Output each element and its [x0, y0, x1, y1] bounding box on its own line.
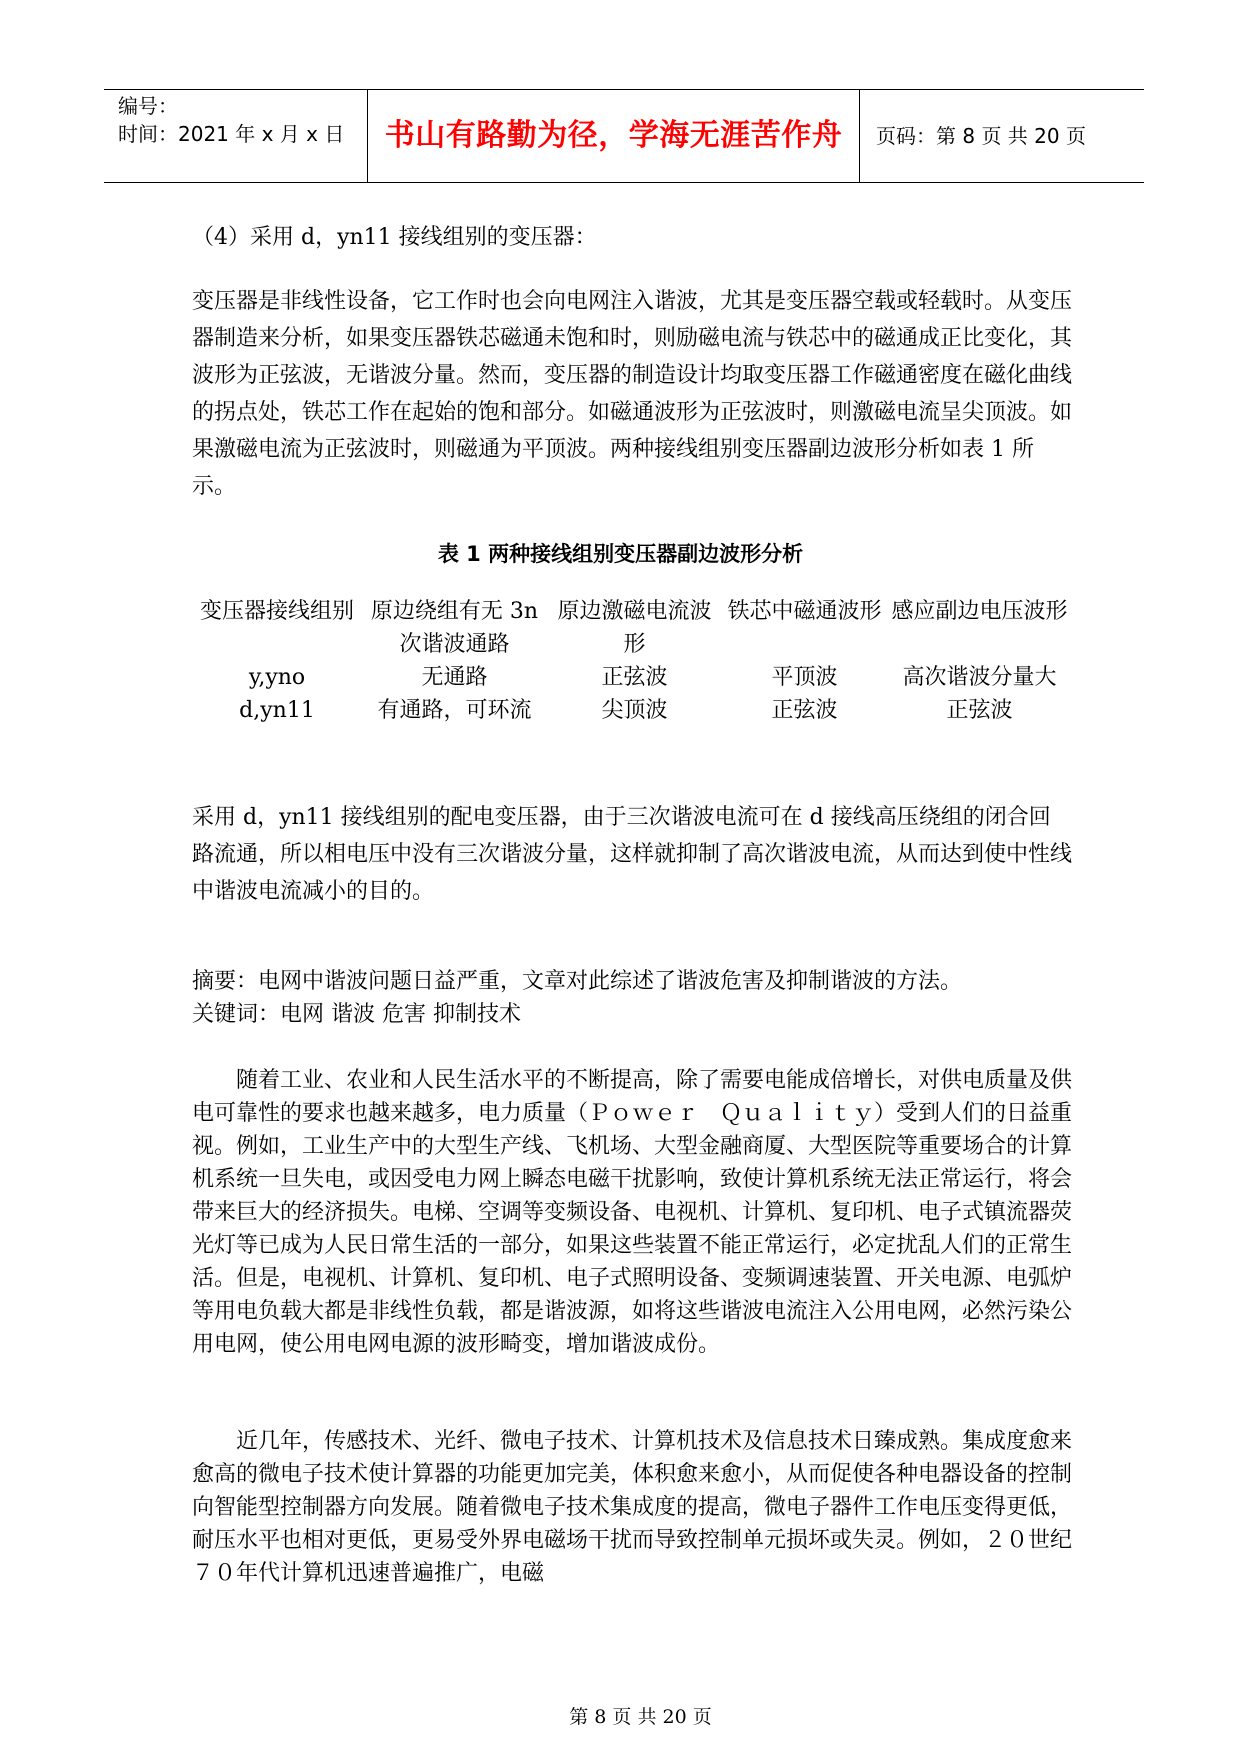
header-info	[104, 90, 368, 182]
table-cell: d,yn11	[239, 698, 315, 723]
abstract: 摘要：电网中谐波问题日益严重，文章对此综述了谐波危害及抑制谐波的方法。	[192, 969, 963, 994]
paragraph-microelectronics: 近几年，传感技术、光纤、微电子技术、计算机技术及信息技术日臻成熟。集成度愈来愈高的微电子技术使计算器的功能更加完美，体积愈来愈小，从而促使各种电器设备的控制向智能型控制器方向发展。随着微电子技术集成度的提高，微电子器件工作电压变得更低，耐压水平也相对更低，更易受外界电磁场干扰而导致控制单元损坏或失灵。例如，２０世纪７０年代计算机迅速普遍推广，电磁	[192, 1429, 1073, 1586]
table-cell: 高次谐波分量大	[902, 665, 1057, 690]
waveform-table	[192, 595, 1072, 727]
page-footer: 第 8 页 共 20 页	[569, 1706, 712, 1728]
table-cell: 无通路	[421, 665, 488, 690]
table-cell: 正弦波	[601, 665, 668, 690]
table-header-cell: 铁芯中磁通波形	[727, 599, 882, 624]
paragraph-dyn11: 采用 d，yn11 接线组别的配电变压器，由于三次谐波电流可在 d 接线高压绕组的闭合回路流通，所以相电压中没有三次谐波分量，这样就抑制了高次谐波电流，从而达到使中性线中谐波电流减小的目的。	[192, 805, 1073, 904]
table-cell: 有通路，可环流	[377, 698, 532, 723]
table-cell: y,yno	[248, 665, 306, 690]
table-header-cell: 原边激磁电流波形	[557, 599, 712, 657]
table-row	[192, 694, 1072, 727]
time-label: 时间：2021 年 x 月 x 日	[118, 122, 345, 146]
paragraph-power-quality: 随着工业、农业和人民生活水平的不断提高，除了需要电能成倍增长，对供电质量及供电可靠性的要求也越来越多，电力质量（Ｐｏｗｅｒ Ｑｕａｌｉｔｙ）受到人们的日益重视。例如，工业生产中的大型生产线、飞机场、大型金融商厦、大型医院等重要场合的计算机系统一旦失电，或因受电力网上瞬态电磁干扰影响，致使计算机系统无法正常运行，将会带来巨大的经济损失。电梯、空调等变频设备、电视机、计算机、复印机、电子式镇流器荧光灯等已成为人民日常生活的一部分，如果这些装置不能正常运行，必定扰乱人们的正常生活。但是，电视机、计算机、复印机、电子式照明设备、变频调速装置、开关电源、电弧炉等用电负载大都是非线性负载，都是谐波源，如将这些谐波电流注入公用电网，必然污染公用电网，使公用电网电源的波形畸变，增加谐波成份。	[192, 1068, 1073, 1357]
table-cell: 平顶波	[771, 665, 838, 690]
table-header-cell: 变压器接线组别	[199, 599, 354, 624]
page-header	[104, 89, 1144, 183]
table-header-cell: 感应副边电压波形	[891, 599, 1068, 624]
header-motto: 书山有路勤为径，学海无涯苦作舟	[368, 90, 860, 182]
table-cell: 正弦波	[946, 698, 1013, 723]
header-page-label: 页码：第 8 页 共 20 页	[876, 124, 1086, 148]
table-row	[192, 661, 1072, 694]
table-header-cell: 原边绕组有无 3n 次谐波通路	[370, 599, 539, 657]
paragraph-transformer: 变压器是非线性设备，它工作时也会向电网注入谐波，尤其是变压器空载或轻载时。从变压器制造来分析，如果变压器铁芯磁通未饱和时，则励磁电流与铁芯中的磁通成正比变化，其波形为正弦波，无谐波分量。然而，变压器的制造设计均取变压器工作磁通密度在磁化曲线的拐点处，铁芯工作在起始的饱和部分。如磁通波形为正弦波时，则激磁电流呈尖顶波。如果激磁电流为正弦波时，则磁通为平顶波。两种接线组别变压器副边波形分析如表 1 所示。	[192, 289, 1073, 499]
table-cell: 尖顶波	[601, 698, 668, 723]
table-header-row	[192, 595, 1072, 661]
keywords: 关键词：电网 谐波 危害 抑制技术	[192, 1002, 521, 1027]
section-heading: （4）采用 d，yn11 接线组别的变压器：	[192, 225, 597, 250]
table-cell: 正弦波	[771, 698, 838, 723]
number-label: 编号：	[118, 94, 178, 118]
table-title: 表 1 两种接线组别变压器副边波形分析	[437, 542, 804, 566]
